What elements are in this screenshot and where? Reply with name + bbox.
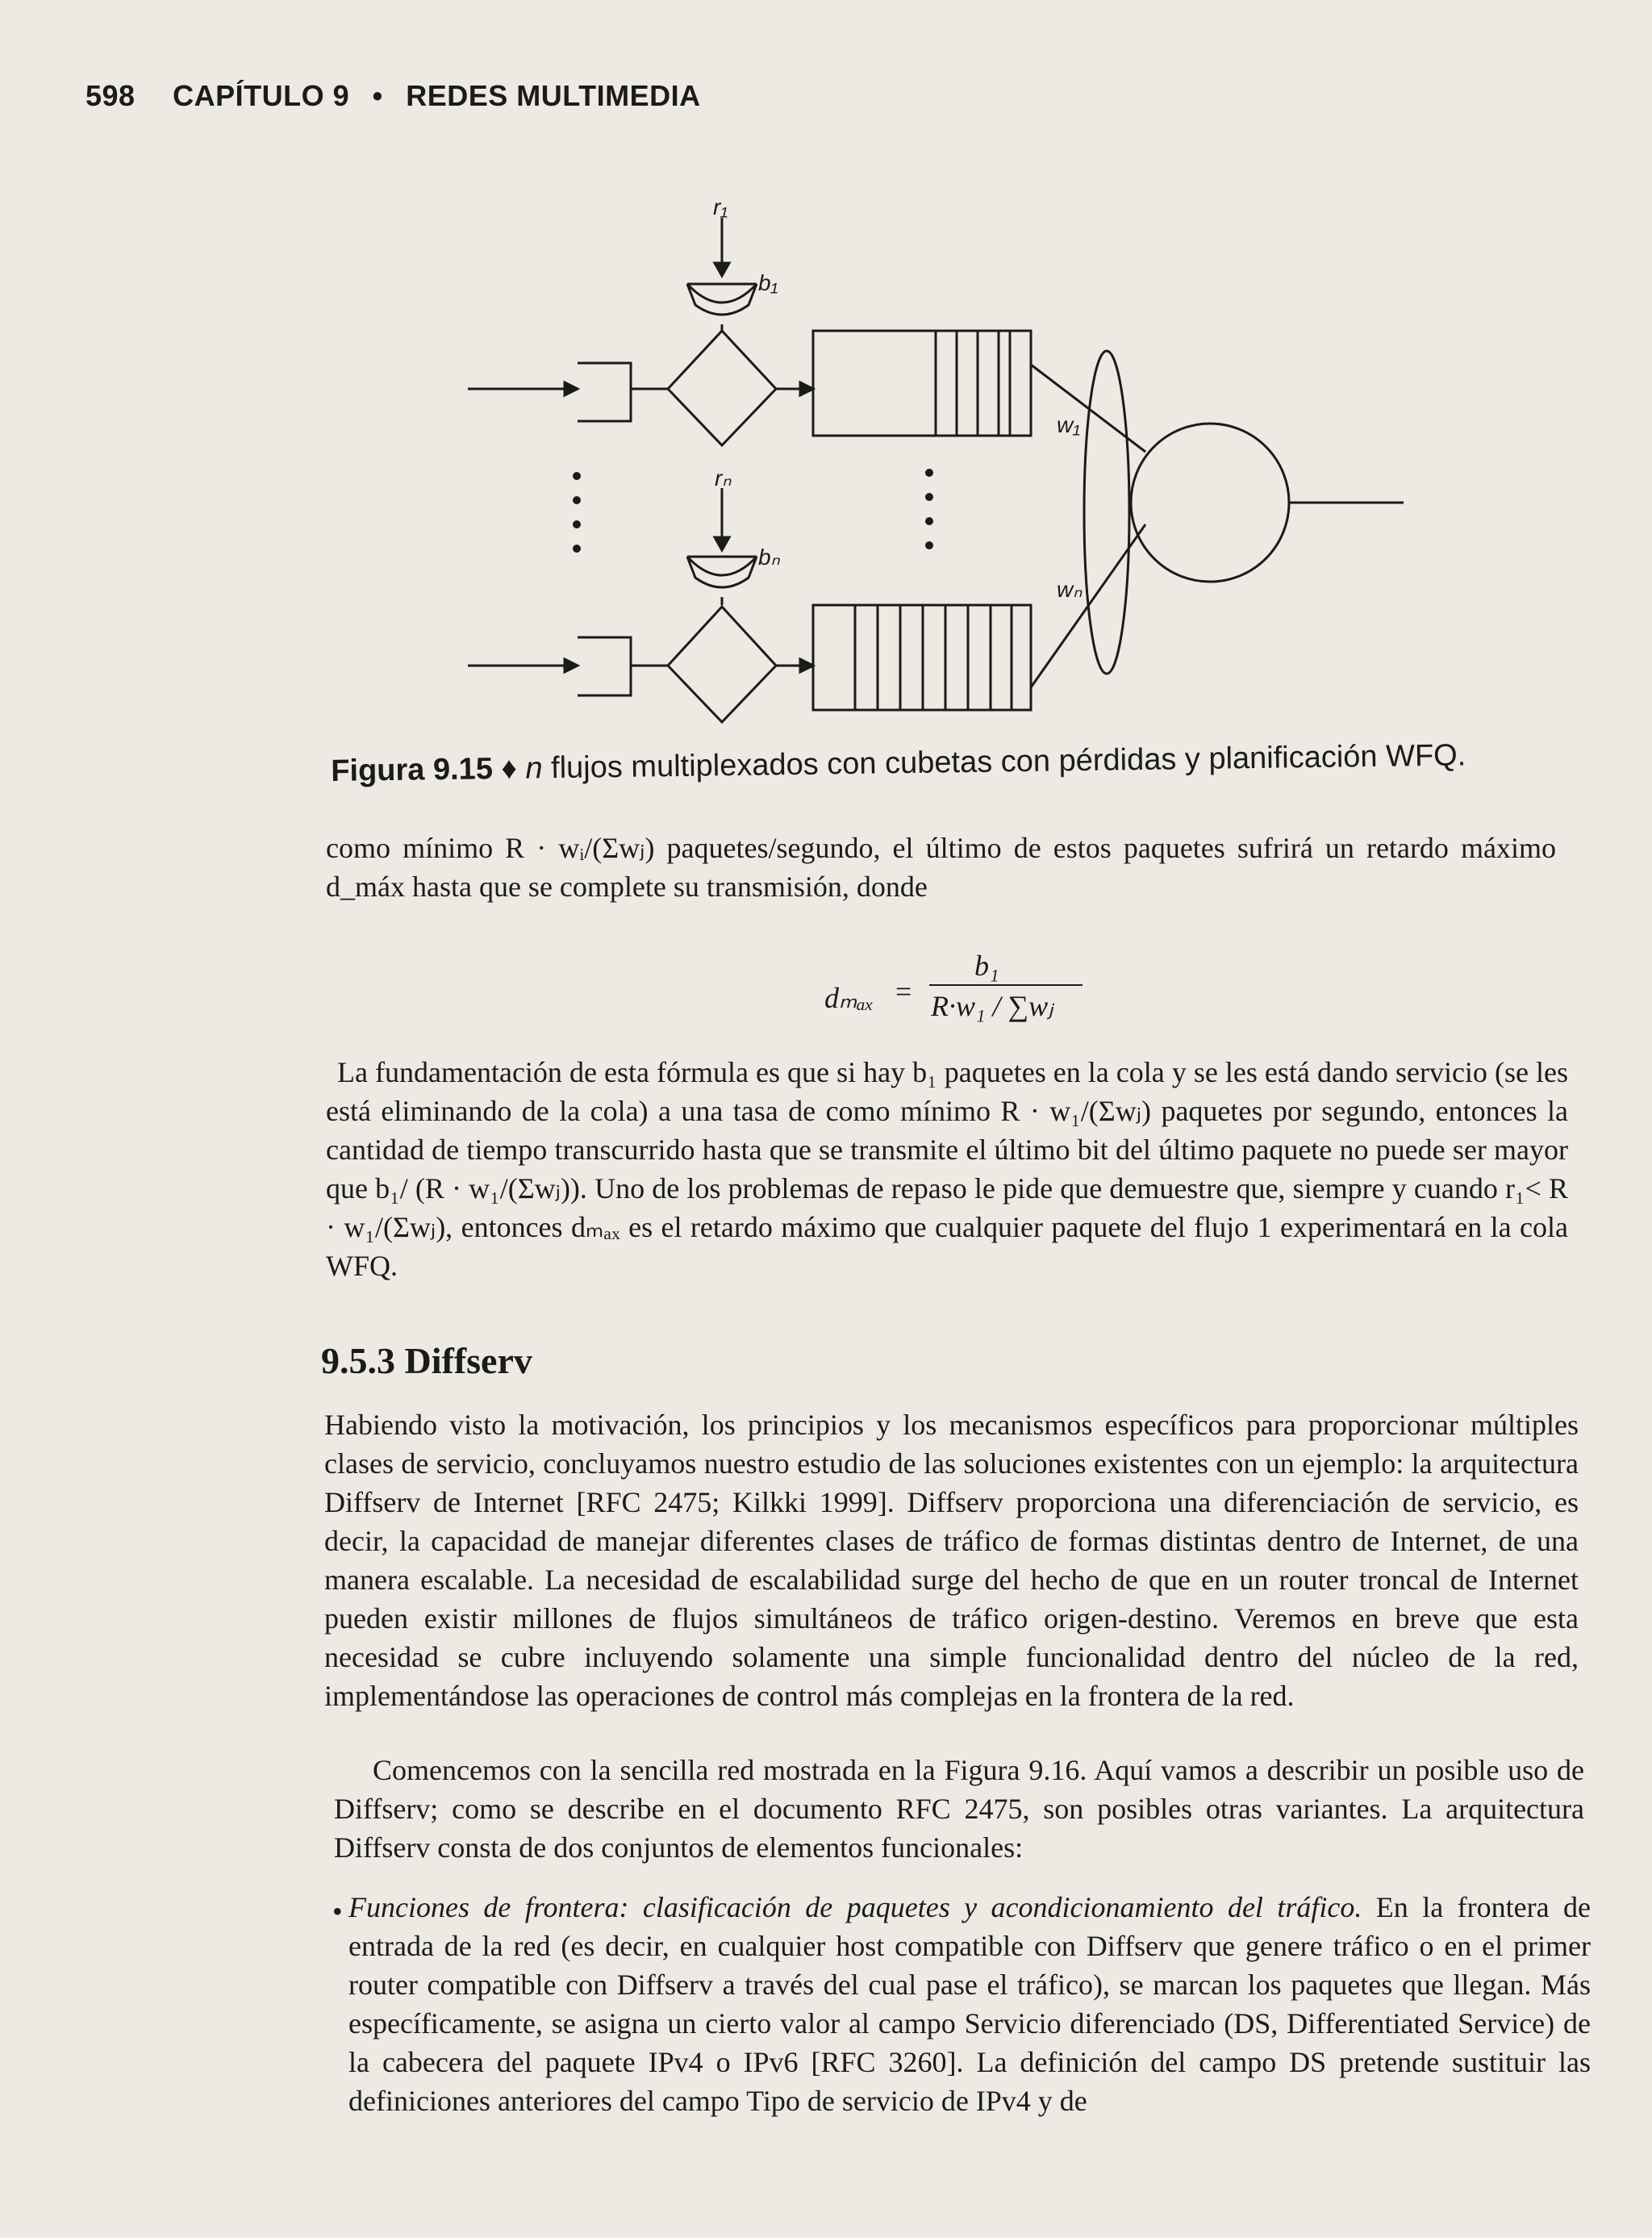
label-w1: w₁ bbox=[1057, 412, 1081, 437]
rn-arrowhead bbox=[715, 537, 729, 550]
formula-lhs: dₘₐₓ bbox=[824, 982, 874, 1014]
paragraph-3: Habiendo visto la motivación, los principios y los mecanismos específicos para proporcionar múltiples clases de servicio, concluyamos nuestro estudio de las soluciones existentes con un ejemplo: la arquitectura Diffserv de Internet [RFC 2475; Kilkki 1999]. Diffserv proporciona una diferenciación de servicio, es decir, la capacidad de manejar diferentes clases de tráfico de formas distintas dentro de Internet, de una manera escalable. La necesidad de escalabilidad surge del hecho de que en un router troncal de Internet pueden existir millones de flujos simultáneos de tráfico origen-destino. Veremos en breve que esta necesidad se cubre incluyendo solamente una simple funcionalidad dentro del núcleo de la red, implementándose las operaciones de control más complejas en la frontera de la red. bbox=[324, 1409, 1579, 1712]
bucket-1 bbox=[687, 284, 757, 315]
formula-equals: = bbox=[895, 975, 912, 1008]
r1-arrowhead bbox=[715, 263, 729, 276]
header-separator: • bbox=[372, 79, 383, 112]
paragraph-4: Comencemos con la sencilla red mostrada en la Figura 9.16. Aquí vamos a describir un posible uso de Diffserv; como se describe en el documento RFC 2475, son posibles otras variantes. La arquitectura Diffserv consta de dos conjuntos de elementos funcionales: bbox=[334, 1754, 1584, 1864]
chapter-label: CAPÍTULO 9 bbox=[173, 79, 350, 112]
caption-symbol: ♦ bbox=[501, 751, 518, 787]
label-rn: rₙ bbox=[715, 466, 732, 491]
wfq-scheduler bbox=[1131, 424, 1289, 582]
page-number: 598 bbox=[86, 79, 136, 112]
token-pool-n bbox=[578, 637, 631, 695]
ellipsis-dots bbox=[573, 469, 933, 553]
paragraph-1: como mínimo R · wᵢ/(Σwⱼ) paquetes/segundo, el último de estos paquetes sufrirá un retardo máximo d_máx hasta que se complete su transmisión, donde bbox=[326, 832, 1556, 903]
bullet-title: Funciones de frontera: clasificación de paquetes y acondicionamiento del tráfico. bbox=[348, 1891, 1362, 1923]
gate-n-outhead bbox=[800, 659, 813, 672]
gate-1-outhead bbox=[800, 382, 813, 395]
token-pool-1 bbox=[578, 363, 631, 421]
formula-numerator: b₁ bbox=[974, 950, 999, 982]
bullet-text: En la frontera de entrada de la red (es decir, en cualquier host compatible con Diffserv que genere tráfico o en el primer router compatible con Diffserv a través del cual pase el tráfico), se marcan los paquetes que llegan. Más específicamente, se asigna un cierto valor al campo Servicio diferenciado (DS, Differentiated Service) de la cabecera del paquete IPv4 o IPv6 [RFC 3260]. La definición del campo DS pretende sustituir las definiciones anteriores del campo Tipo de servicio de IPv4 y de bbox=[348, 1891, 1591, 2117]
label-r1: r₁ bbox=[713, 194, 728, 219]
wfq-leaky-bucket-diagram bbox=[436, 186, 1452, 734]
chapter-title: REDES MULTIMEDIA bbox=[406, 79, 701, 112]
fraction-bar bbox=[929, 984, 1083, 986]
bullet-marker: • bbox=[332, 1895, 343, 1927]
queue-1-to-scheduler bbox=[1031, 365, 1145, 452]
gate-n bbox=[668, 607, 776, 722]
label-bn: bₙ bbox=[758, 545, 780, 570]
input-arrowhead-n bbox=[565, 659, 578, 672]
bullet-paragraph bbox=[348, 1888, 1591, 2120]
queue-n-slots bbox=[855, 605, 1012, 710]
caption-text: flujos multiplexados con cubetas con pérdidas y planificación WFQ. bbox=[550, 738, 1466, 786]
running-head bbox=[86, 79, 701, 113]
caption-label: Figura 9.15 bbox=[331, 752, 494, 788]
gate-1 bbox=[668, 331, 776, 445]
formula-denominator: R·w₁ / ∑wⱼ bbox=[931, 990, 1053, 1022]
section-heading: 9.5.3 Diffserv bbox=[321, 1340, 532, 1381]
round-robin-loop bbox=[1084, 351, 1129, 674]
label-b1: b₁ bbox=[758, 270, 778, 295]
caption-n: n bbox=[525, 751, 543, 786]
figure-caption bbox=[331, 738, 1466, 789]
queue-1-slots bbox=[936, 331, 1010, 436]
input-arrowhead-1 bbox=[565, 382, 578, 395]
label-wn: wₙ bbox=[1057, 577, 1083, 602]
bucket-n bbox=[687, 557, 757, 587]
paragraph-2: La fundamentación de esta fórmula es que si hay b₁ paquetes en la cola y se les está dando servicio (se les está eliminando de la cola) a una tasa de como mínimo R · w₁/(Σwⱼ) paquetes por segundo, entonces la cantidad de tiempo transcurrido hasta que se transmite el último bit del último paquete no puede ser mayor que b₁/ (R · w₁/(Σwⱼ)). Uno de los problemas de repaso le pide que demuestre que, siempre y cuando r₁< R · w₁/(Σwⱼ), entonces dₘₐₓ es el retardo máximo que cualquier paquete del flujo 1 experimentará en la cola WFQ. bbox=[326, 1056, 1568, 1282]
